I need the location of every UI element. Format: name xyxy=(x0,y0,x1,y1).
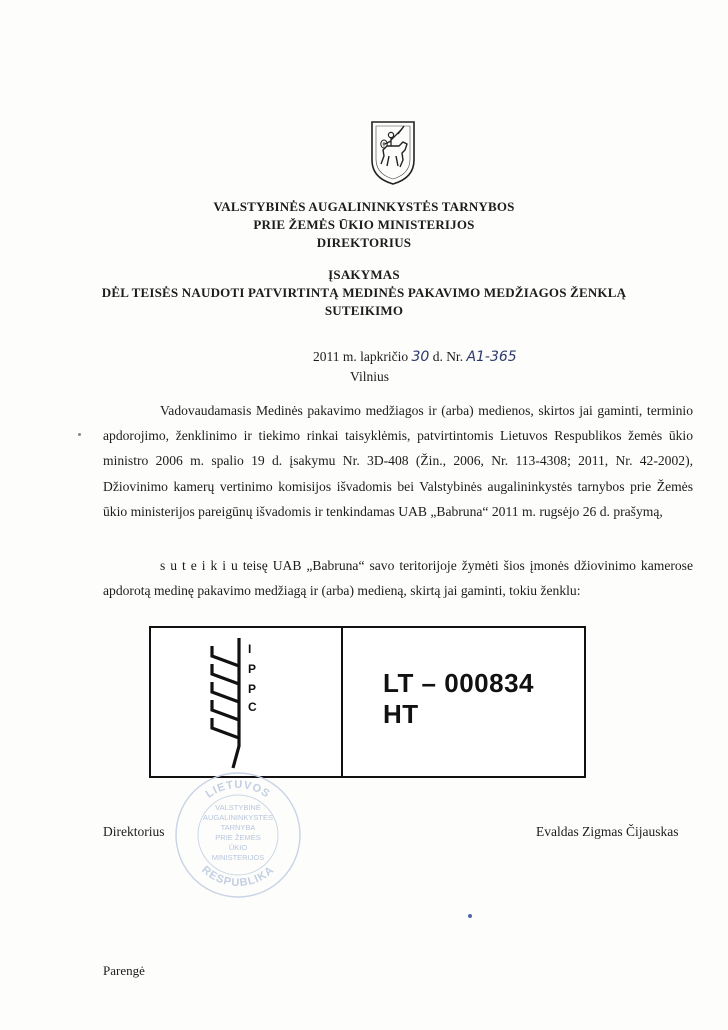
ink-dot xyxy=(468,914,472,918)
mark-country-code: LT – 000834 xyxy=(383,668,535,698)
svg-text:TARNYBA: TARNYBA xyxy=(220,823,256,832)
institution-name-line2: PRIE ŽEMĖS ŪKIO MINISTERIJOS xyxy=(253,217,475,232)
signatory-role: Direktorius xyxy=(103,824,165,839)
coat-of-arms-icon xyxy=(369,120,417,186)
document-subject-line1: DĖL TEISĖS NAUDOTI PATVIRTINTĄ MEDINĖS PAKAVIMO MEDŽIAGOS ŽENKLĄ xyxy=(101,285,627,300)
grant-text: teisę UAB „Babruna“ savo teritorijoje žymėti šios įmonės džiovinimo kamerose apdorotą medinę pakavimo medžiagą ir (arba) medieną, skirtą jai gaminti, tokiu ženklu: xyxy=(103,558,694,599)
ippc-letter-p1: P xyxy=(248,662,257,676)
svg-text:MINISTERIJOS: MINISTERIJOS xyxy=(211,853,265,862)
grant-verb-spaced: s u t e i k i u xyxy=(160,558,238,573)
document-type: ĮSAKYMAS xyxy=(328,267,400,282)
place: Vilnius xyxy=(350,369,389,384)
official-stamp xyxy=(173,770,303,900)
svg-text:AUGALININKYSTĖS: AUGALININKYSTĖS xyxy=(202,813,274,822)
date-line xyxy=(313,349,517,365)
paragraph-legal-basis: Vadovaudamasis Medinės pakavimo medžiagos ir (arba) medienos, skirtos jai gaminti, terminio apdorojimo, ženklinimo ir tiekimo rinkai taisyklėmis, patvirtintomis Lietuvos Respublikos žemės ūkio ministro 2006 m. spalio 19 d. įsakymu Nr. 3D-408 (Žin., 2006, Nr. 113-4308; 2011, Nr. 42-2002), Džiovinimo kamerų vertinimo komisijos išvadomis bei Valstybinės augalininkystės tarnybos prie Žemės ūkio ministerijos pareigūnų išvadomis ir tenkindamas UAB „Babruna“ 2011 m. rugsėjo 26 d. prašymą, xyxy=(103,403,693,519)
svg-text:VALSTYBINĖ: VALSTYBINĖ xyxy=(215,803,261,812)
mark-divider xyxy=(341,628,343,776)
institution-role: DIREKTORIUS xyxy=(316,235,412,250)
document-subject-line2: SUTEIKIMO xyxy=(324,303,404,318)
ippc-letter-i: I xyxy=(248,642,252,656)
signatory-name: Evaldas Zigmas Čijauskas xyxy=(536,824,679,839)
wheat-ear-icon xyxy=(203,636,253,771)
svg-text:PRIE ŽEMĖS: PRIE ŽEMĖS xyxy=(215,833,261,842)
institution-name-line1: VALSTYBINĖS AUGALININKYSTĖS TARNYBOS xyxy=(213,199,515,214)
svg-text:LIETUVOS: LIETUVOS xyxy=(203,778,273,801)
svg-text:ŪKIO: ŪKIO xyxy=(228,843,248,852)
date-prefix: 2011 m. lapkričio xyxy=(313,349,409,364)
ippc-letter-c: C xyxy=(248,700,257,714)
date-day-handwritten: 30 xyxy=(411,349,430,365)
packaging-mark-box xyxy=(149,626,586,778)
paragraph-grant xyxy=(103,553,693,603)
mark-treatment-code: HT xyxy=(383,699,419,729)
svg-text:RESPUBLIKA: RESPUBLIKA xyxy=(199,863,277,890)
ippc-letter-p2: P xyxy=(248,682,257,696)
prepared-by-label: Parengė xyxy=(103,963,145,978)
scan-speck xyxy=(78,433,81,436)
order-number-handwritten: A1-365 xyxy=(466,349,517,365)
number-label: d. Nr. xyxy=(432,349,464,364)
